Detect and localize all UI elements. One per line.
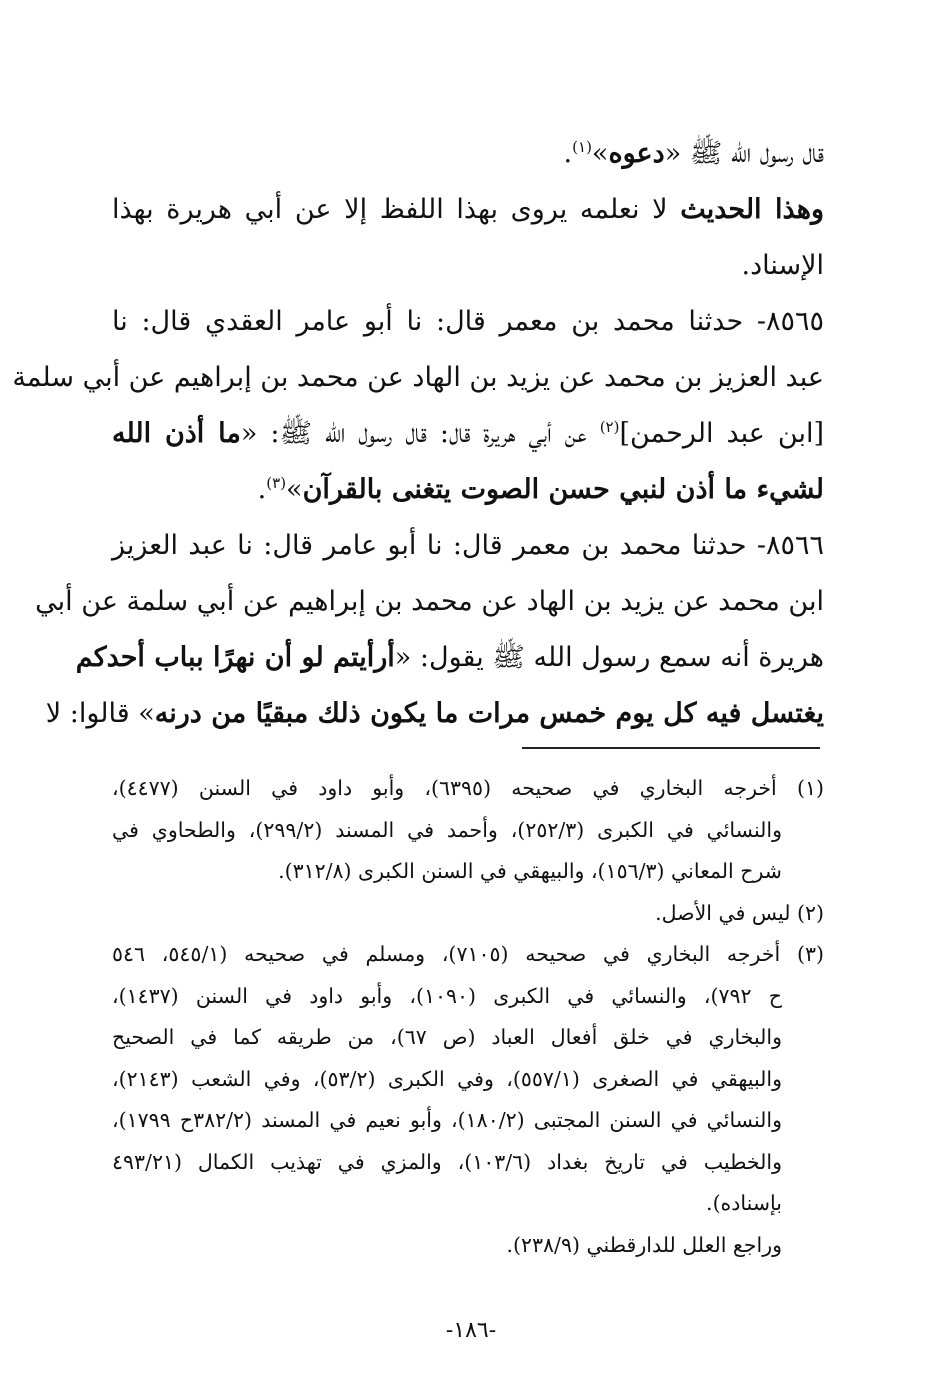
footnote-ref: (١) bbox=[572, 138, 592, 156]
footnote-ref: (٢) bbox=[599, 418, 620, 436]
footnote-line: شرح المعاني (١٥٦/٣)، والبيهقي في السنن الكبرى (٣١٢/٨). bbox=[278, 859, 782, 883]
footnote-line: (١) أخرجه البخاري في صحيحه (٦٣٩٥)، وأبو داود في السنن (٤٤٧٧)، bbox=[112, 776, 824, 800]
footnote-line: بإسناده). bbox=[706, 1191, 782, 1215]
hadith-8565-line: ٨٥٦٥- حدثنا محمد بن معمر قال: نا أبو عامر العقدي قال: نا bbox=[112, 306, 824, 337]
footnote-line: ح ٧٩٢)، والنسائي في الكبرى (١٠٩٠)، وأبو داود في السنن (١٤٣٧)، bbox=[112, 983, 782, 1008]
footnote-separator bbox=[522, 747, 820, 749]
text-line: [ابن عبد الرحمن]$^{(٢)}$ عن أبي هريرة قال: قال رسول الله ﷺ: «ما أذن الله bbox=[112, 418, 825, 449]
footnote-line: والخطيب في تاريخ بغداد (١٠٣/٦)، والمزي في تهذيب الكمال (٤٩٣/٢١ bbox=[112, 1149, 782, 1174]
text-line: عبد العزيز بن محمد عن يزيد بن الهاد عن محمد بن إبراهيم عن أبي سلمة bbox=[12, 362, 824, 393]
footnote-line: والبخاري في خلق أفعال العباد (ص ٦٧)، من طريقه كما في الصحيح bbox=[112, 1025, 782, 1049]
text-line: يغتسل فيه كل يوم خمس مرات ما يكون ذلك مبقيًا من درنه» قالوا: لا bbox=[45, 698, 824, 729]
text-line: قال رسول الله ﷺ «دعوه»$^{(١)}$. bbox=[563, 138, 824, 169]
text-line: لشيء ما أذن لنبي حسن الصوت يتغنى بالقرآن»$^{(٣)}$. bbox=[257, 474, 824, 505]
hadith-8566-line: ٨٥٦٦- حدثنا محمد بن معمر قال: نا أبو عامر قال: نا عبد العزيز bbox=[112, 530, 824, 561]
text-line: وهذا الحديث لا نعلمه يروى بهذا اللفظ إلا عن أبي هريرة بهذا bbox=[112, 194, 824, 225]
footnote-line: والنسائي في السنن المجتبى (١٨٠/٢)، وأبو نعيم في المسند (٣٨٢/٢ح ١٧٩٩)، bbox=[112, 1108, 783, 1132]
footnote-line: (٣) أخرجه البخاري في صحيحه (٧١٠٥)، ومسلم في صحيحه (٥٤٥/١، ٥٤٦ bbox=[112, 942, 824, 966]
footnotes bbox=[112, 768, 824, 1266]
footnote-line: (٢) ليس في الأصل. bbox=[655, 900, 824, 925]
footnote-line: والنسائي في الكبرى (٢٥٢/٣)، وأحمد في المسند (٢٩٩/٢)، والطحاوي في bbox=[112, 817, 782, 842]
main-text bbox=[12, 126, 825, 742]
footnote-line: وراجع العلل للدارقطني (٢٣٨/٩). bbox=[506, 1232, 782, 1257]
text-line: الإسناد. bbox=[741, 250, 824, 281]
text-line: ابن محمد عن يزيد بن الهاد عن محمد بن إبراهيم عن أبي سلمة عن أبي bbox=[35, 586, 824, 617]
text-line: هريرة أنه سمع رسول الله ﷺ يقول: «أرأيتم لو أن نهرًا بباب أحدكم bbox=[75, 642, 824, 673]
page-number: -١٨٦- bbox=[445, 1318, 497, 1343]
footnote-ref: (٣) bbox=[266, 474, 287, 492]
footnote-line: والبيهقي في الصغرى (٥٥٧/١)، وفي الكبرى (٥٣/٢)، وفي الشعب (٢١٤٣)، bbox=[112, 1066, 782, 1091]
